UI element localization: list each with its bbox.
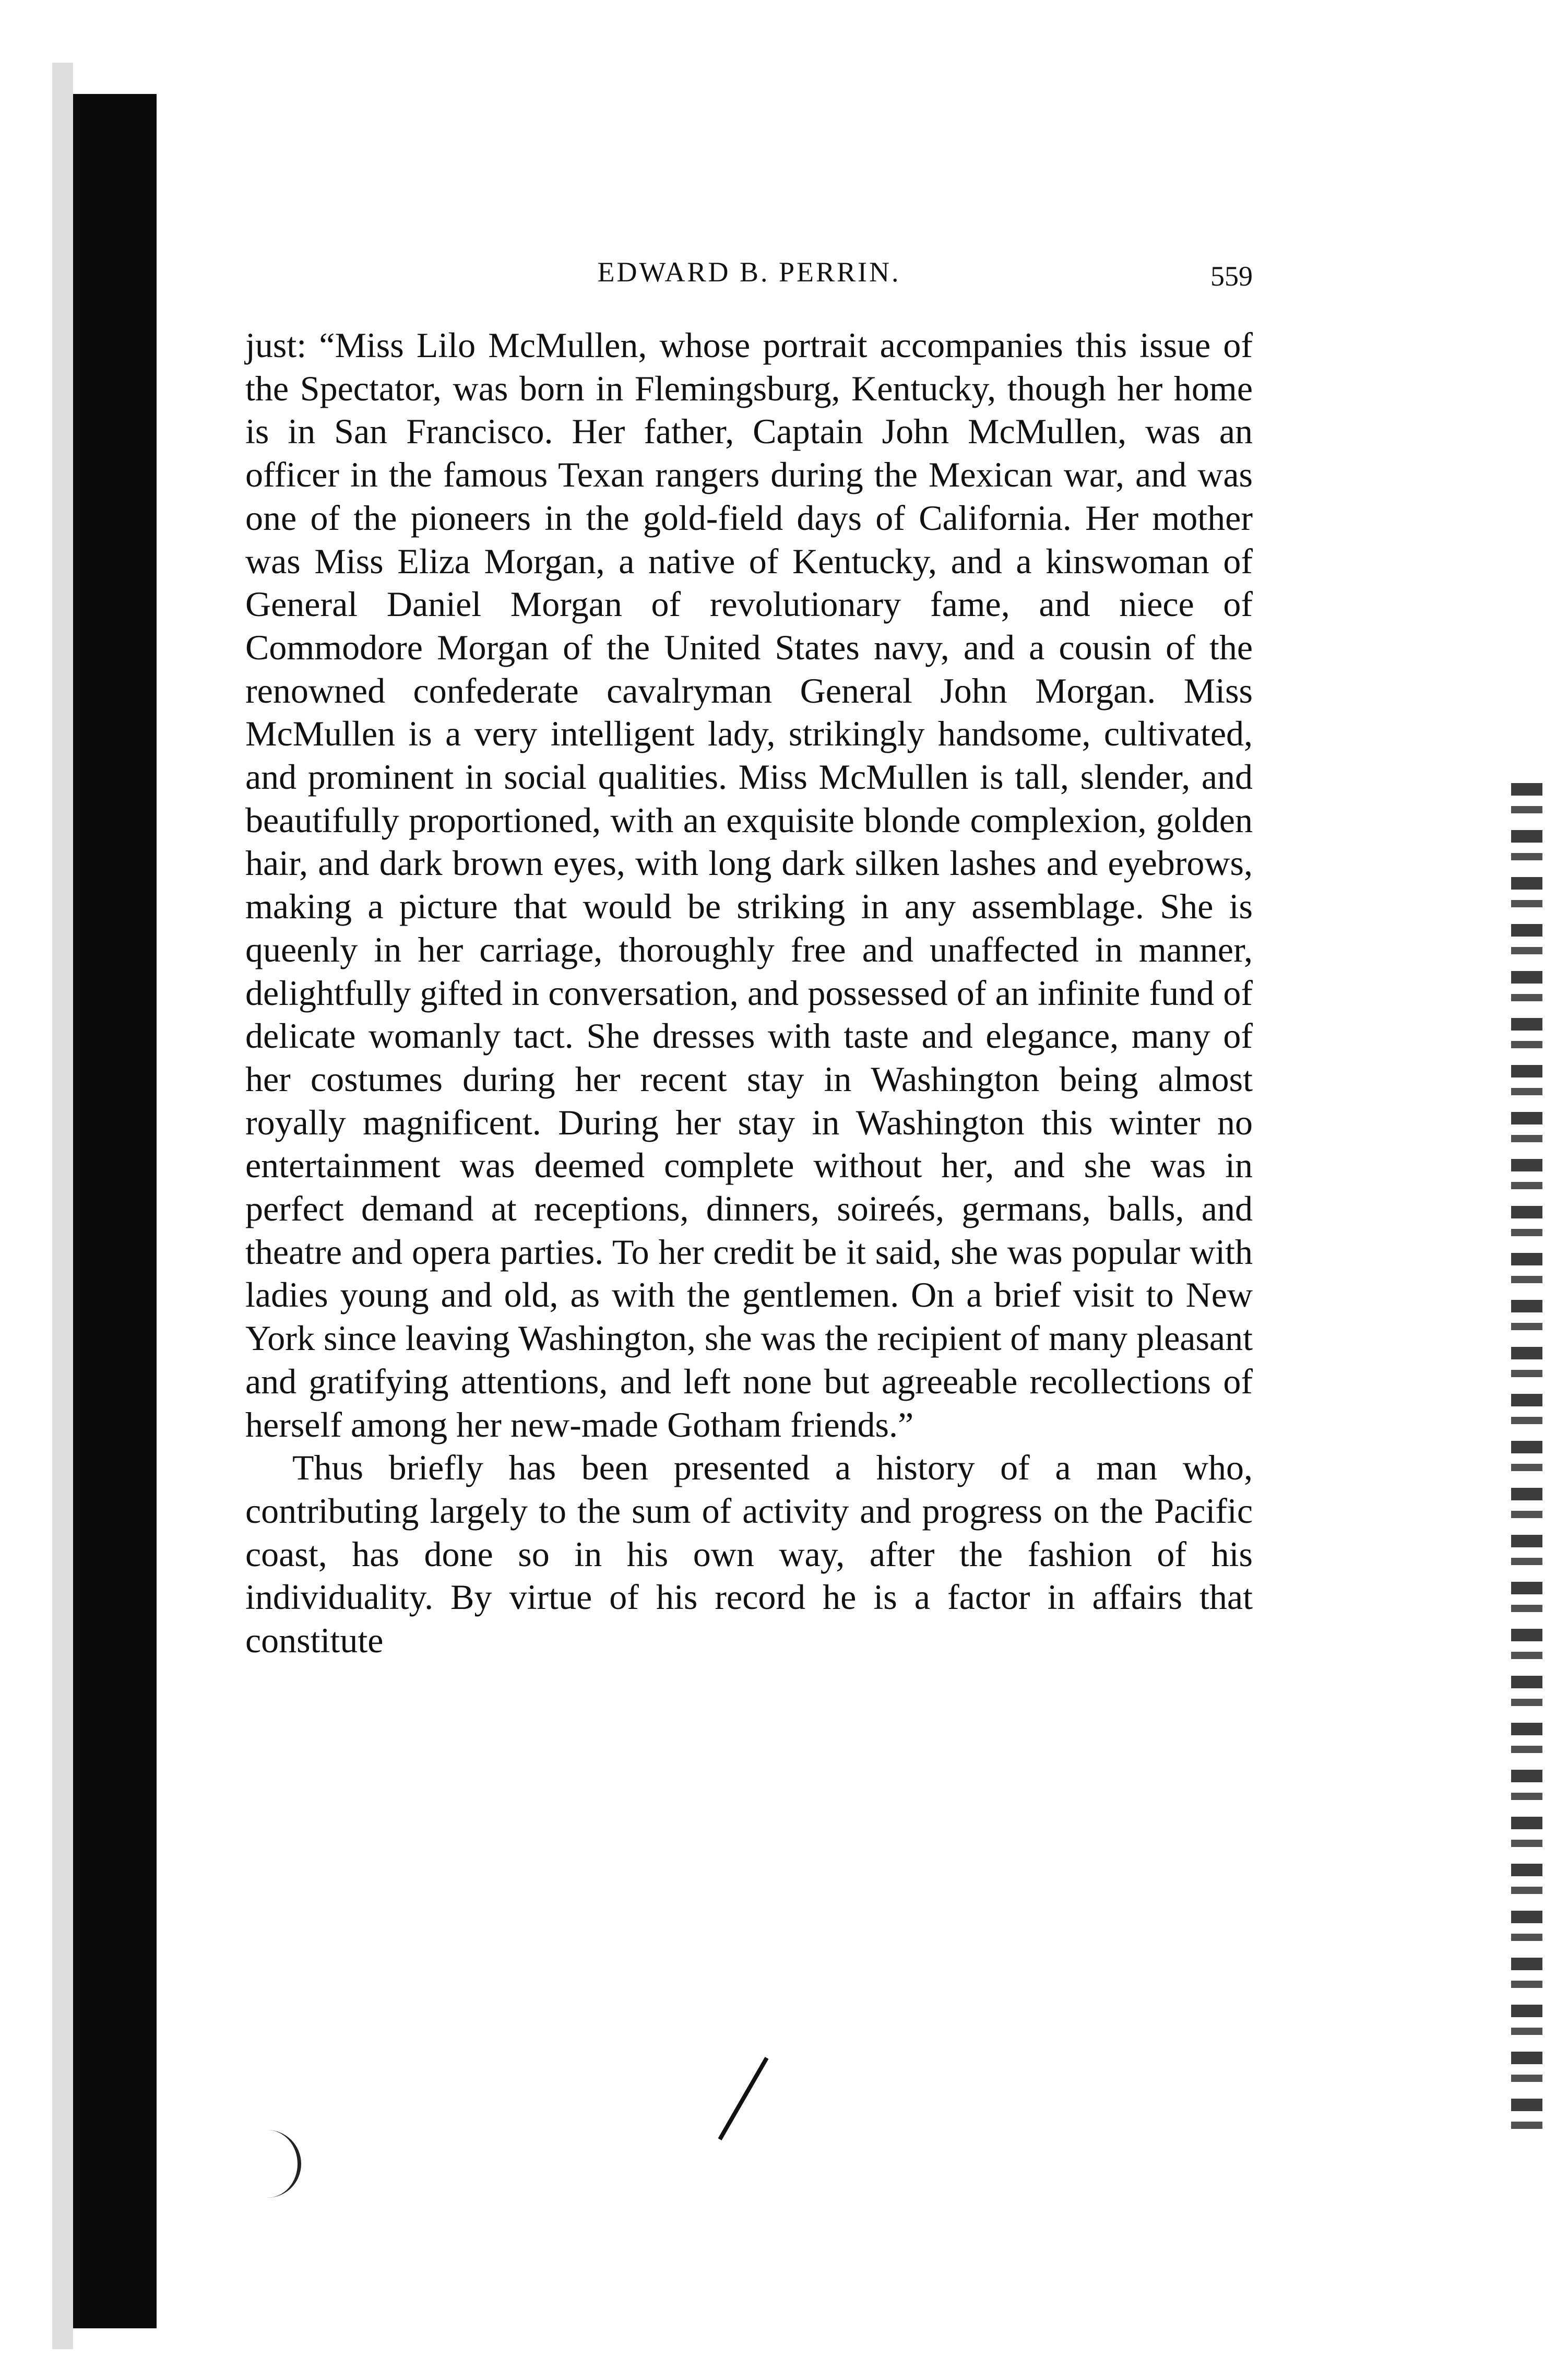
running-head: EDWARD B. PERRIN. (597, 256, 901, 288)
binding-shadow-bar (73, 94, 157, 2328)
ink-stroke-mark (718, 2057, 769, 2140)
page-number: 559 (1210, 261, 1253, 292)
scan-edge-marks (1511, 783, 1542, 2140)
paragraph-summary: Thus briefly has been presented a history of a man who, contributing largely to the sum of activity and progress on the Pacific coast, has done so in his own way, after the fashion of his individuality. By virtue of his record he is a factor in affairs that constitute (245, 1448, 1253, 1661)
scan-edge-shadow (52, 63, 73, 2349)
paragraph-quote: just: “Miss Lilo McMullen, whose portrait accompanies this issue of the Spectator, was born in Flemingsburg, Kentucky, though her home is in San Francisco. Her father, Captain John McMullen, was an officer in the famous Texan rangers during the Mexican war, and was one of the pioneers in the gold-field days of California. Her mother was Miss Eliza Morgan, a native of Kentucky, and a kinswoman of General Daniel Morgan of revolutionary fame, and niece of Commodore Morgan of the United States navy, and a cousin of the renowned confederate cavalryman General John Morgan. Miss McMullen is a very intelligent lady, strikingly handsome, cultivated, and prominent in social qualities. Miss McMullen is tall, slender, and beautifully proportioned, with an exquisite blonde complexion, golden hair, and dark brown eyes, with long dark silken lashes and eyebrows, making a picture that would be striking in any assemblage. She is queenly in her carriage, thoroughly free and unaffected in manner, delightfully gifted in conversation, and possessed of an infinite fund of delicate womanly tact. She dresses with taste and elegance, many of her costumes during her recent stay in Washington being almost royally magnificent. During her stay in Washington this winter no entertainment was deemed complete without her, and she was in perfect demand at receptions, dinners, soireés, germans, balls, and theatre and opera parties. To her credit be it said, she was popular with ladies young and old, as with the gentlemen. On a brief visit to New York since leaving Washington, she was the recipient of many pleasant and gratifying attentions, and left none but agreeable recollections of herself among her new-made Gotham friends.” (245, 325, 1253, 1444)
body-text (245, 324, 1253, 1662)
page-header (245, 245, 1253, 303)
ink-bracket-mark (266, 2130, 301, 2198)
